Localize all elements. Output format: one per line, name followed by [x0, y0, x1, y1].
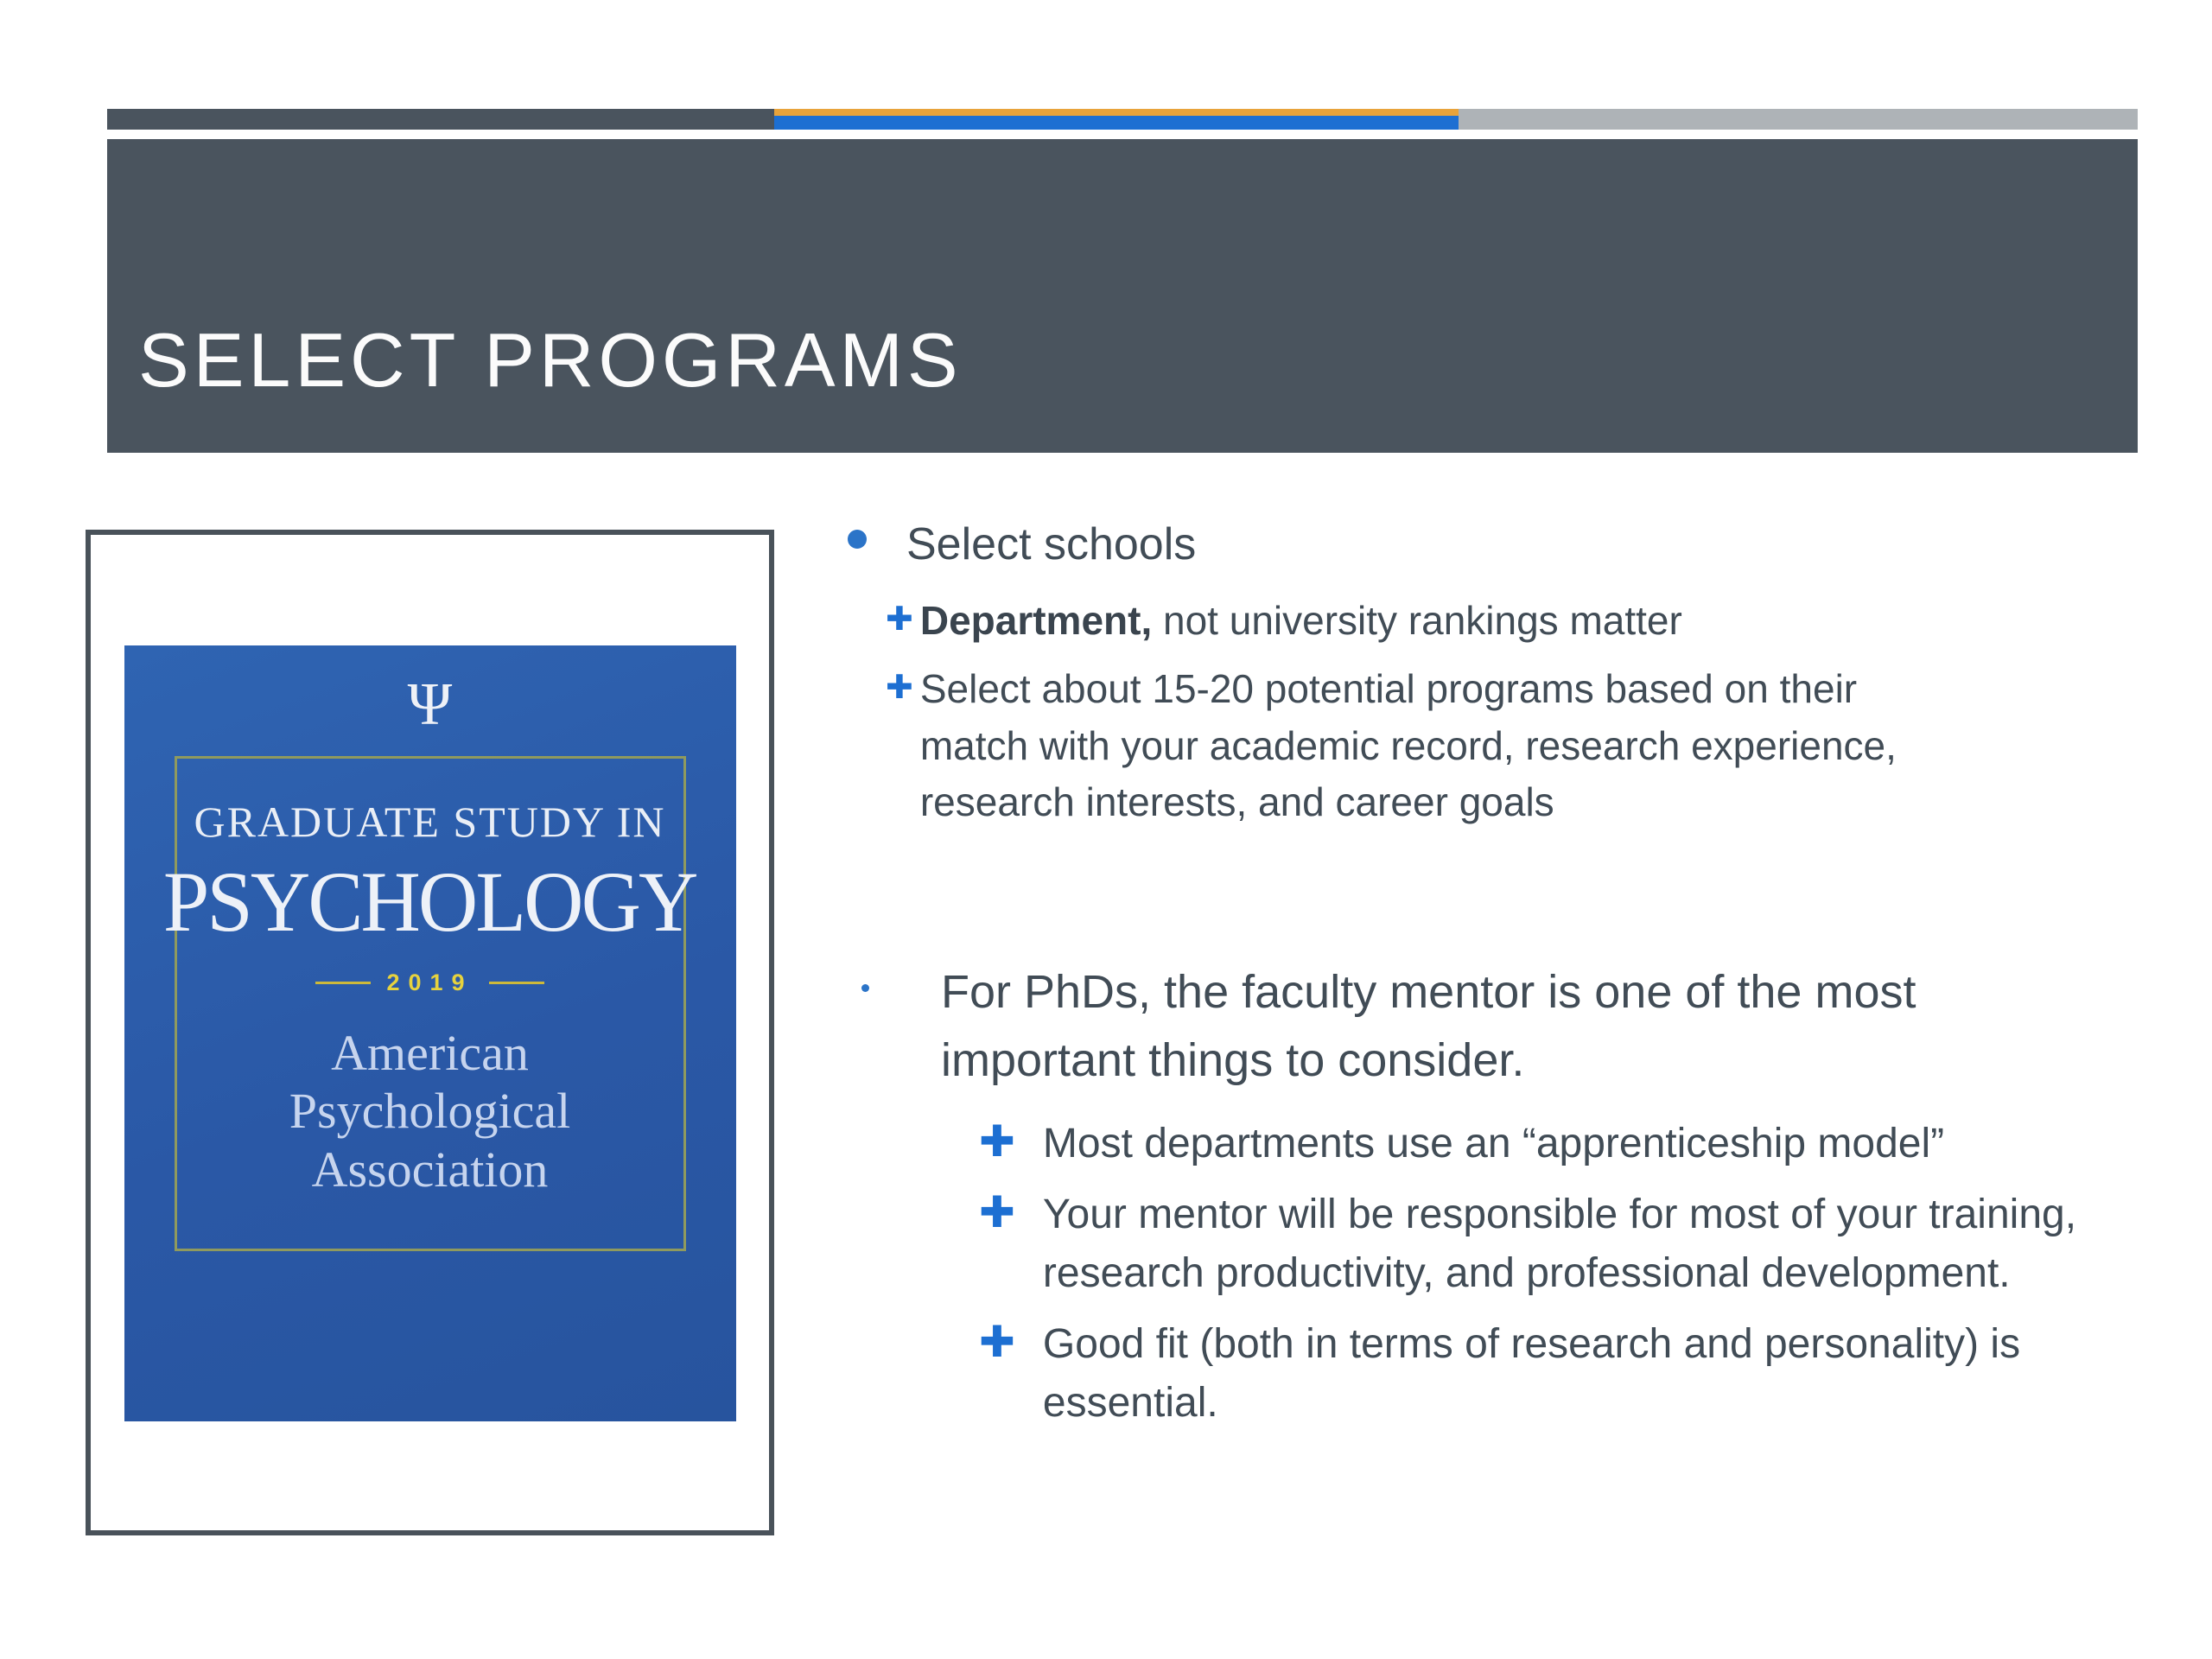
cover-publisher [289, 1024, 570, 1198]
bullet-phd-mentor [842, 958, 2164, 1094]
section2-heading: For PhDs, the faculty mentor is one of the most important things to consider. [941, 966, 1916, 1086]
small-bullet-dot-icon [861, 984, 869, 992]
slide-body-content [842, 518, 2164, 1433]
accent-bar-dark-segment [107, 109, 774, 130]
plus-icon: ✚ [979, 1318, 1015, 1367]
publisher-line: Association [311, 1141, 549, 1198]
sub-bullet-department-text [920, 593, 1940, 649]
sub-bullet-select-programs-text: Select about 15-20 potential programs based on their match with your academic record, research experience, research interests, and career goals [919, 666, 1897, 824]
accent-bar-orange-line [774, 109, 1459, 116]
header-band [107, 139, 2138, 453]
year-ornament-right [489, 982, 544, 984]
accent-bar-blue-segment [774, 109, 1459, 130]
cover-title: PSYCHOLOGY [163, 854, 696, 950]
bullet-select-schools [842, 518, 2164, 570]
plus-icon: ✚ [979, 1116, 1015, 1166]
plus-icon: ✚ [979, 1188, 1015, 1236]
cover-year: 2019 [386, 969, 474, 995]
page-title: SELECT PROGRAMS [138, 317, 963, 403]
book-cover [124, 645, 736, 1421]
accent-bar-gray-segment [1459, 109, 2138, 130]
cover-year-row [315, 969, 543, 996]
plus-icon: ✚ [886, 670, 913, 707]
year-ornament-left [315, 982, 371, 984]
department-rest-text: not university rankings matter [1152, 598, 1682, 643]
department-bold-text: Department, [919, 598, 1153, 643]
publisher-line: Psychological [289, 1083, 571, 1140]
sub-bullet-good-fit [979, 1315, 2164, 1433]
sub-bullet-mentor-responsible [979, 1185, 2164, 1303]
accent-bar-blue-line [774, 116, 1459, 130]
plus-icon: ✚ [886, 601, 913, 638]
publisher-line: American [331, 1025, 529, 1081]
sub-bullet-department [886, 593, 2164, 649]
section1-heading: Select schools [906, 519, 1197, 569]
bullet-dot-icon [848, 530, 867, 549]
cover-text-box [163, 756, 696, 1251]
top-accent-bar [107, 109, 2138, 130]
cover-series-line: GRADUATE STUDY IN [194, 798, 666, 846]
iu-trident-logo: Ψ [407, 671, 453, 738]
book-image-frame [86, 530, 774, 1535]
sub-bullet-apprenticeship-text: Most departments use an “apprenticeship model” [1042, 1120, 1945, 1166]
sub-bullet-apprenticeship [979, 1115, 2164, 1173]
sub-bullet-mentor-responsible-text: Your mentor will be responsible for most of your training, research productivity, and professional development. [1042, 1192, 2077, 1297]
sub-bullet-good-fit-text: Good fit (both in terms of research and personality) is essential. [1042, 1321, 2021, 1427]
sub-bullet-select-programs [886, 661, 2164, 830]
